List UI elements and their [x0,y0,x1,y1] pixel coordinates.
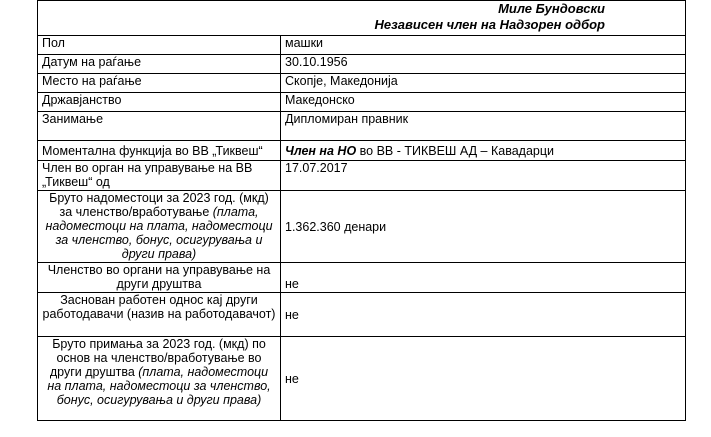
gross-comp-label [38,191,281,263]
position-value [281,141,686,161]
gross-comp-label-italic: (плата, надоместоци на плата, надоместоци за членство, бонус, осигурувања и други права) [45,205,273,261]
citizenship-label: Државјанство [38,93,281,112]
table-row [38,36,686,55]
member-header [38,1,686,36]
citizenship-value: Македонско [281,93,686,112]
member-profile-table [37,0,686,421]
member-name: Миле Бундовски [498,1,605,16]
member-profile-document [37,0,686,437]
other-income-value: не [281,337,686,421]
gender-value: машки [281,36,686,55]
position-label: Моментална функција во ВВ „Тиквеш“ [38,141,281,161]
table-row [38,161,686,191]
header-row [38,1,686,36]
other-boards-label: Членство во органи на управување на други друштва [38,263,281,293]
table-row [38,293,686,337]
other-income-label-plain: Бруто примања за 2023 год. (мкд) по основ на членство/вработување во други друштва [49,337,266,379]
member-since-label: Член во орган на управување на ВВ „Тиквеш“ од [38,161,281,191]
member-since-value: 17.07.2017 [281,161,686,191]
table-row [38,112,686,141]
dob-value: 30.10.1956 [281,55,686,74]
dob-label: Датум на раѓање [38,55,281,74]
gender-label: Пол [38,36,281,55]
table-row [38,263,686,293]
table-row [38,55,686,74]
occupation-value: Дипломиран правник [281,112,686,141]
pob-label: Место на раѓање [38,74,281,93]
pob-value: Скопје, Македонија [281,74,686,93]
other-employment-value: не [281,293,686,337]
table-row [38,191,686,263]
gross-comp-label-plain: Бруто надоместоци за 2023 год. (мкд) за членство/вработување [49,191,269,219]
member-role: Независен член на Надзорен одбор [374,17,605,32]
other-income-label-italic: (плата, надоместоци на плата, надоместоци за членство, бонус, осигурувања и други права) [47,365,271,407]
other-boards-value: не [281,263,686,293]
position-value-bold: Член на НО [285,143,357,158]
table-row [38,93,686,112]
table-row [38,141,686,161]
other-income-label [38,337,281,421]
table-row [38,337,686,421]
gross-comp-value: 1.362.360 денари [281,191,686,263]
table-row [38,74,686,93]
position-value-rest: во ВВ - ТИКВЕШ АД – Кавадарци [356,143,554,158]
other-employment-label: Заснован работен однос кај други работодавачи (назив на работодавачот) [38,293,281,337]
occupation-label: Занимање [38,112,281,141]
